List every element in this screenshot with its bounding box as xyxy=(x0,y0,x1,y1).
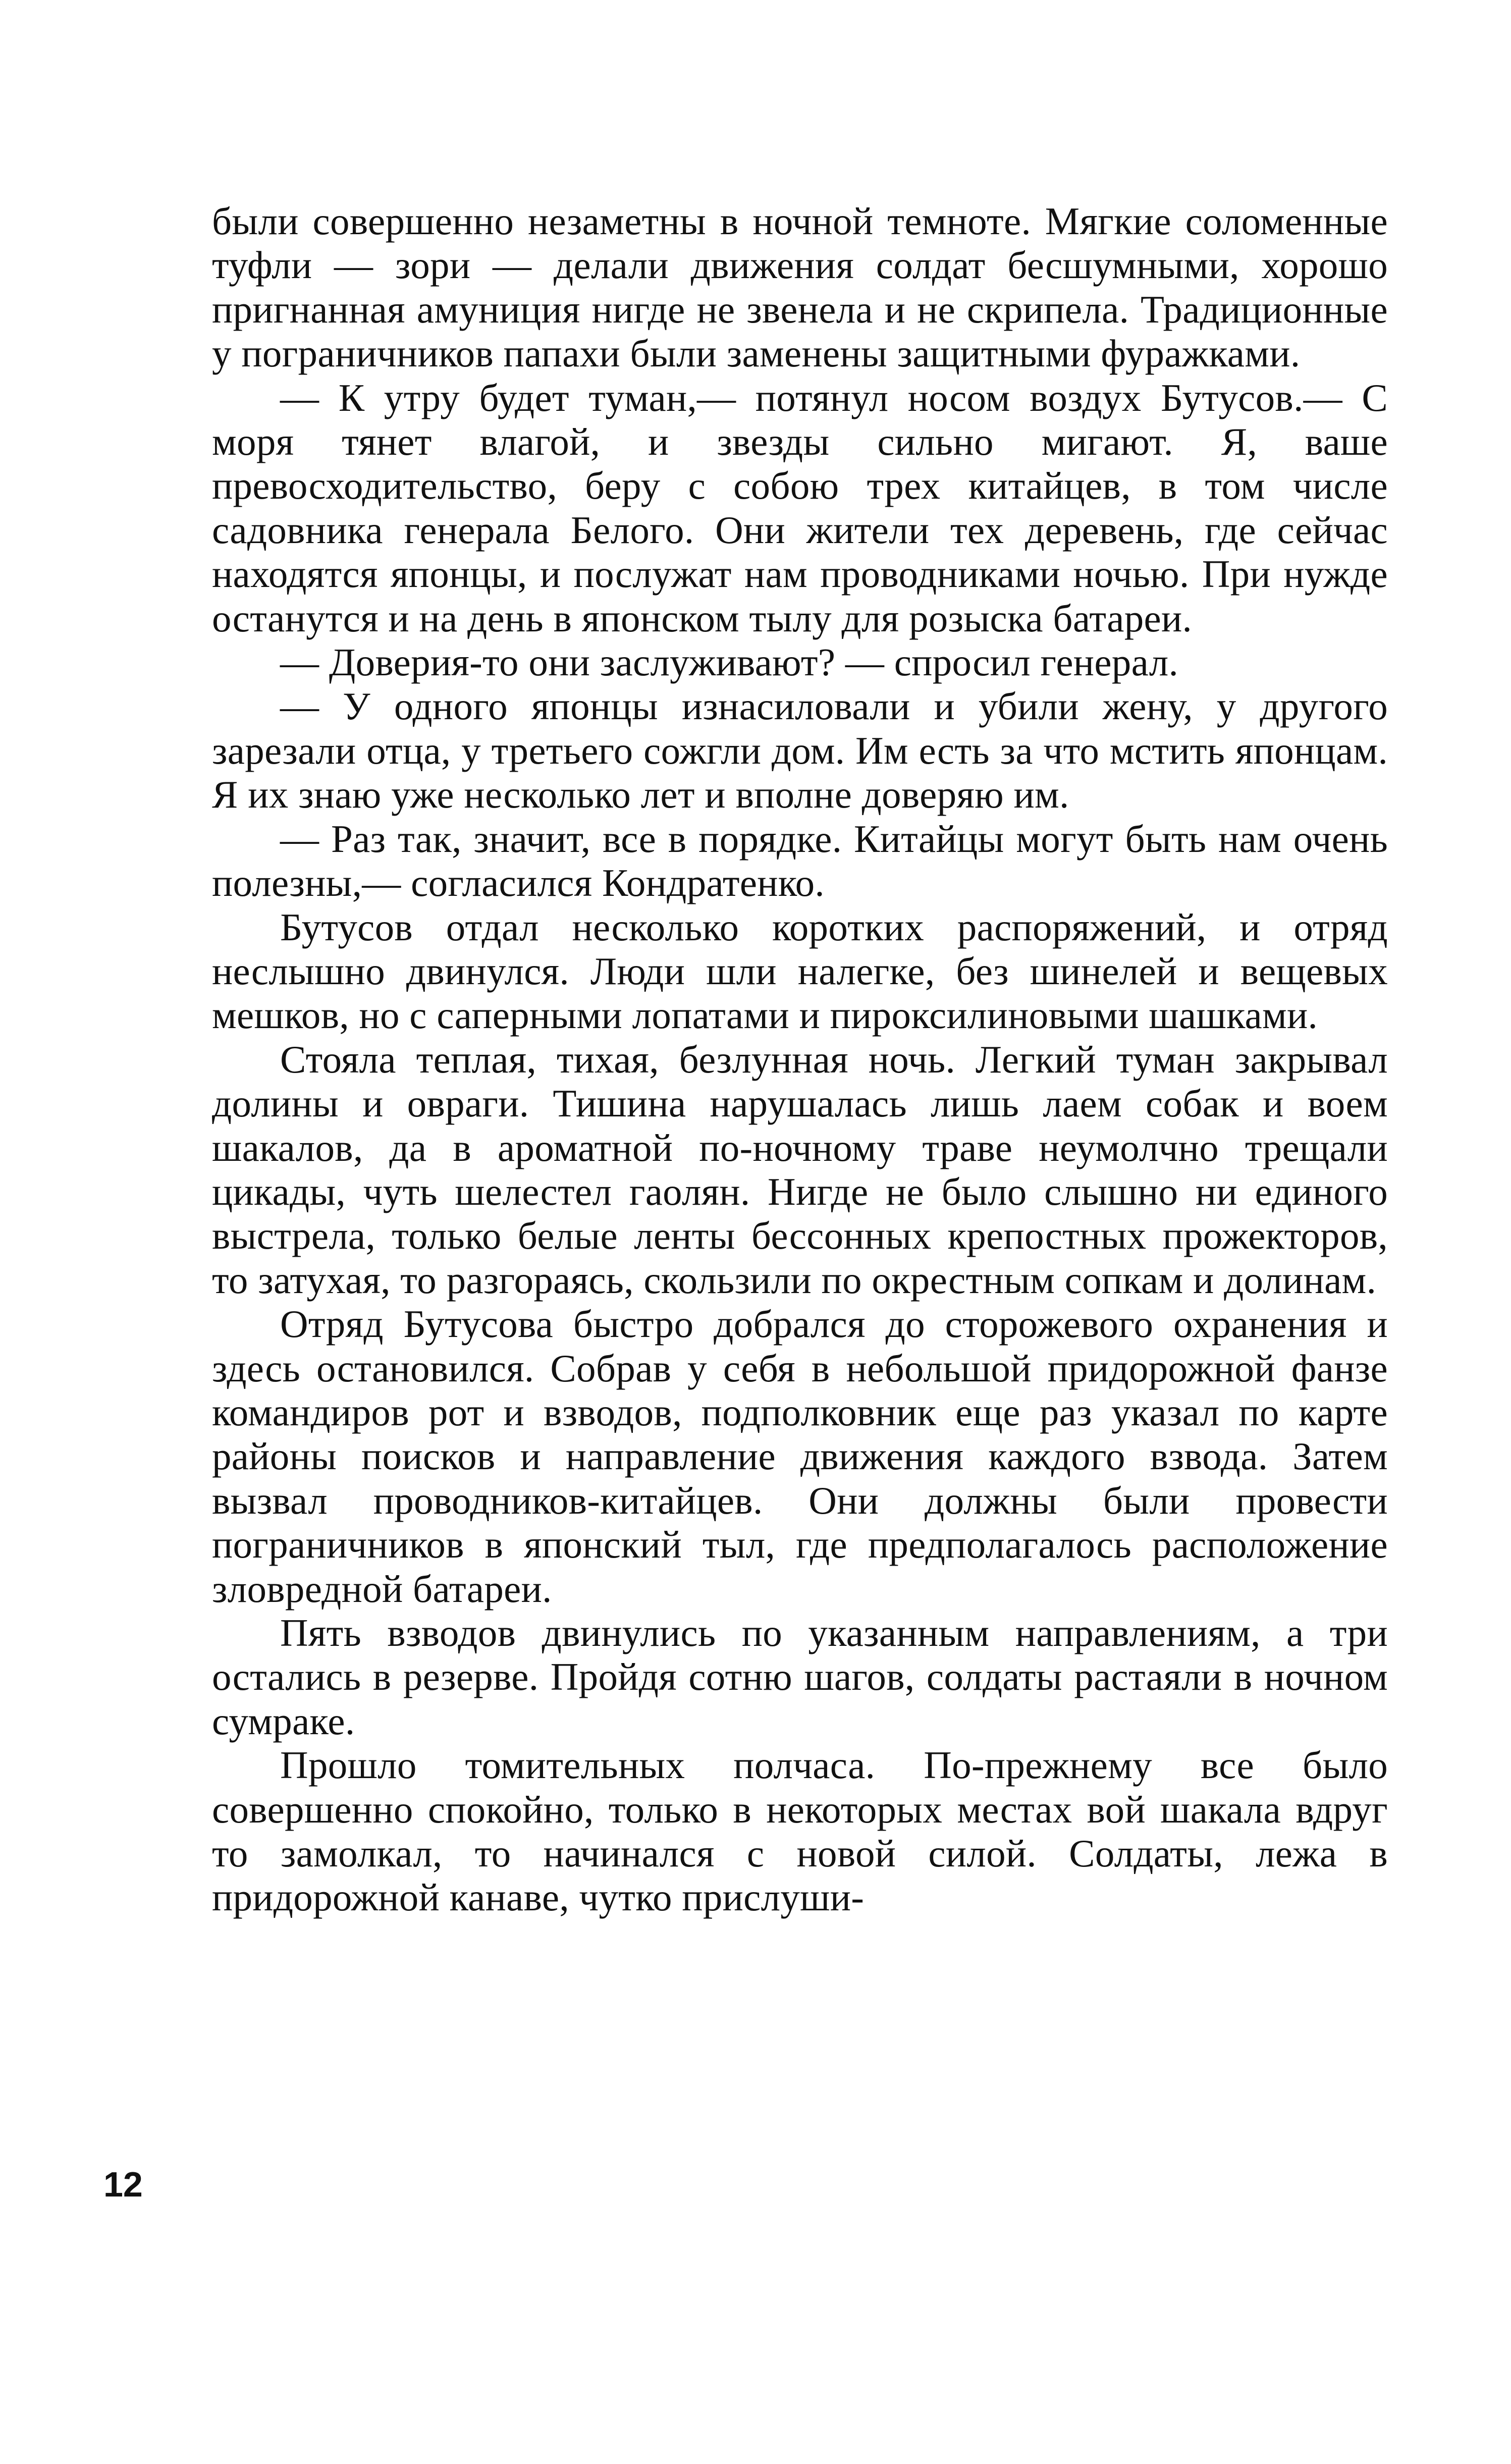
paragraph-3: — Доверия-то они заслуживают? — спросил генерал. xyxy=(280,640,1179,684)
paragraph-5: — Раз так, значит, все в порядке. Китайцы могут быть нам очень полезны,— согласился Кондратенко. xyxy=(212,817,1388,905)
page-number: 12 xyxy=(103,2165,143,2204)
paragraph-9: Пять взводов двинулись по указанным направлениям, а три остались в резерве. Пройдя сотню шагов, солдаты растаяли в ночном сумраке. xyxy=(212,1611,1388,1743)
paragraph-6: Бутусов отдал несколько коротких распоряжений, и отряд неслышно двинулся. Люди шли налегке, без шинелей и вещевых мешков, но с саперными лопатами и пироксилиновыми шашками. xyxy=(212,905,1388,1037)
paragraph-8: Отряд Бутусова быстро добрался до сторожевого охранения и здесь остановился. Собрав у себя в небольшой придорожной фанзе командиров рот и взводов, подполковник еще раз указал по карте районы поисков и направление движения каждого взвода. Затем вызвал проводников-китайцев. Они должны были провести пограничников в японский тыл, где предполагалось расположение зловредной батареи. xyxy=(212,1302,1388,1611)
paragraph-2: — К утру будет туман,— потянул носом воздух Бутусов.— С моря тянет влагой, и звезды сильно мигают. Я, ваше превосходительство, беру с собою трех китайцев, в том числе садовника генерала Белого. Они жители тех деревень, где сейчас находятся японцы, и послужат нам проводниками ночью. При нужде останутся и на день в японском тылу для розыска батареи. xyxy=(212,376,1388,640)
paragraph-7: Стояла теплая, тихая, безлунная ночь. Легкий туман закрывал долины и овраги. Тишина нарушалась лишь лаем собак и воем шакалов, да в ароматной по-ночному траве неумолчно трещали цикады, чуть шелестел гаолян. Нигде не было слышно ни единого выстрела, только белые ленты бессонных крепостных прожекторов, то затухая, то разгораясь, скользили по окрестным сопкам и долинам. xyxy=(212,1037,1388,1302)
paragraph-1: были совершенно незаметны в ночной темноте. Мягкие соломенные туфли — зори — делали движения солдат бесшумными, хорошо пригнанная амуниция нигде не звенела и не скрипела. Традиционные у пограничников папахи были заменены защитными фуражками. xyxy=(212,199,1388,376)
paragraph-4: — У одного японцы изнасиловали и убили жену, у другого зарезали отца, у третьего сожгли дом. Им есть за что мстить японцам. Я их знаю уже несколько лет и вполне доверяю им. xyxy=(212,684,1388,817)
page-text xyxy=(212,199,1388,1920)
paragraph-10: Прошло томительных полчаса. По-прежнему все было совершенно спокойно, только в некоторых местах вой шакала вдруг то замолкал, то начинался с новой силой. Солдаты, лежа в придорожной канаве, чутко прислуши- xyxy=(212,1743,1388,1919)
